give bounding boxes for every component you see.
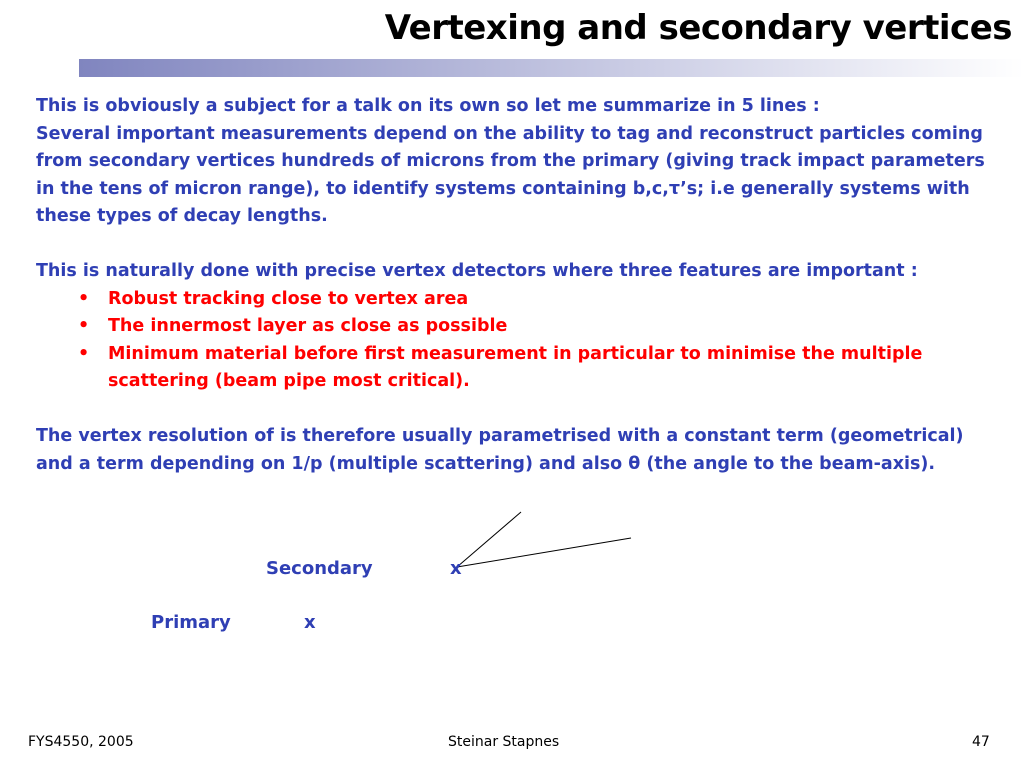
footer-course: FYS4550, 2005 bbox=[28, 734, 134, 750]
secondary-vertex-marker: x bbox=[450, 558, 462, 579]
slide-title: Vertexing and secondary vertices bbox=[384, 8, 1012, 48]
primary-vertex-marker: x bbox=[304, 612, 316, 633]
detectors-intro: This is naturally done with precise vertex detectors where three features are important : bbox=[36, 261, 918, 281]
footer-author: Steinar Stapnes bbox=[448, 734, 560, 750]
resolution-paragraph: The vertex resolution of is therefore usually parametrised with a constant term (geometrical) and a term depending on 1/p (multiple scattering) and also θ (the angle to the beam-axis). bbox=[36, 426, 964, 474]
feature-list bbox=[36, 286, 1006, 396]
bullet-icon: • bbox=[78, 316, 90, 336]
primary-label: Primary bbox=[151, 612, 231, 633]
bullet-icon: • bbox=[78, 343, 90, 364]
list-item-text: The innermost layer as close as possible bbox=[108, 316, 508, 336]
intro-paragraph: Several important measurements depend on the ability to tag and reconstruct particles coming from secondary vertices hundreds of microns from the primary (giving track impact parameters in the tens of micron range), to identify systems containing b,c,τ’s; i.e generally systems with these types of decay lengths. bbox=[36, 123, 985, 226]
list-item bbox=[36, 341, 1006, 396]
list-item-text: Robust tracking close to vertex area bbox=[108, 288, 469, 309]
list-item bbox=[36, 313, 1006, 341]
slide-body bbox=[36, 93, 1006, 478]
list-item-text: Minimum material before first measurement in particular to minimise the multiple scattering (beam pipe most critical). bbox=[108, 343, 923, 391]
paragraph-gap bbox=[36, 231, 1006, 259]
track-line-upper bbox=[457, 512, 521, 567]
list-item bbox=[36, 286, 1006, 314]
intro-line: This is obviously a subject for a talk on its own so let me summarize in 5 lines : bbox=[36, 96, 820, 116]
secondary-label: Secondary bbox=[266, 558, 373, 579]
page-number: 47 bbox=[972, 734, 990, 750]
track-line-lower bbox=[457, 538, 631, 567]
paragraph-gap bbox=[36, 396, 1006, 424]
title-gradient-bar-shown bbox=[79, 59, 1024, 77]
bullet-icon: • bbox=[78, 288, 90, 309]
